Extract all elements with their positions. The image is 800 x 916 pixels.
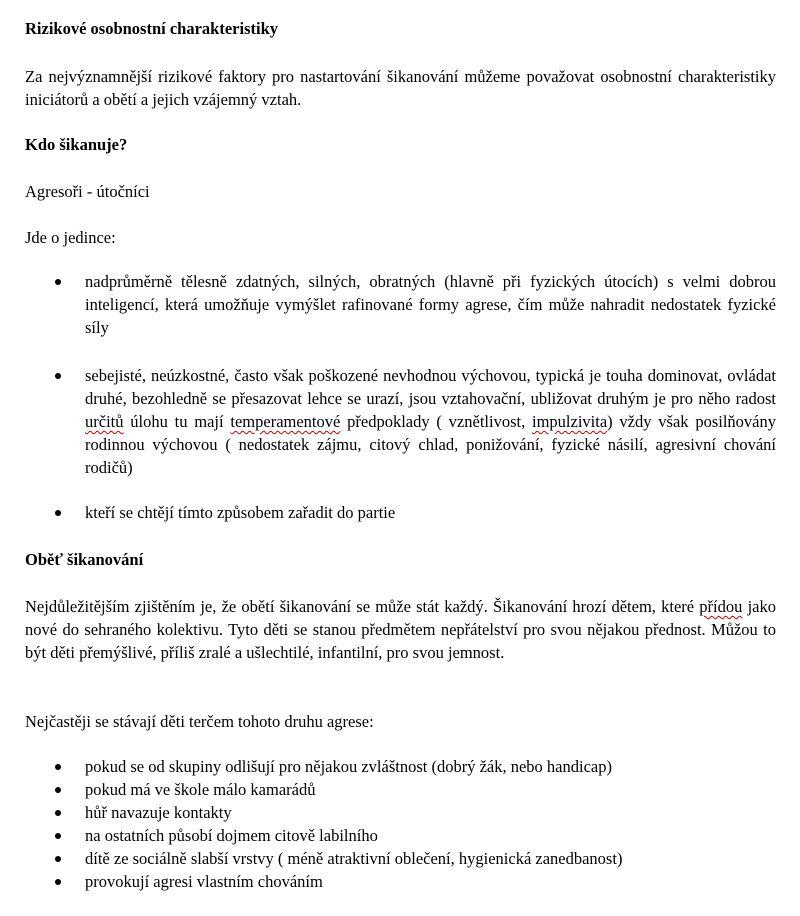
list-item bbox=[25, 755, 776, 778]
misspelled-word[interactable]: temperamentové bbox=[230, 412, 341, 431]
bullet-icon bbox=[55, 510, 61, 516]
list-item-text-part: předpoklady ( vznětlivost, bbox=[340, 412, 532, 431]
heading-risk-characteristics: Rizikové osobnostní charakteristiky bbox=[25, 19, 279, 38]
heading-victim: Oběť šikanování bbox=[25, 550, 144, 569]
paragraph-text-part: Nejdůležitějším zjištěním je, že obětí šikanování se může stát každý. Šikanování hrozí dětem, které bbox=[25, 597, 700, 616]
misspelled-word[interactable]: určitů bbox=[85, 412, 124, 431]
list-item-text: na ostatních působí dojmem citově labilního bbox=[85, 826, 378, 845]
aggressors-subtitle: Agresoři - útočníci bbox=[25, 182, 150, 201]
bullet-icon bbox=[55, 856, 61, 862]
misspelled-word[interactable]: impulzivita bbox=[532, 412, 608, 431]
victim-paragraph bbox=[25, 595, 776, 664]
list-item-text: pokud má ve škole málo kamarádů bbox=[85, 780, 316, 799]
bullet-icon bbox=[55, 373, 61, 379]
victim-lead: Nejčastěji se stávají děti terčem tohoto druhu agrese: bbox=[25, 712, 374, 731]
list-item bbox=[25, 870, 776, 893]
bullet-icon bbox=[55, 279, 61, 285]
bullet-icon bbox=[55, 879, 61, 885]
paragraph-text-part: jako nové do sehraného kolektivu. Tyto děti se stanou předmětem nepřátelství pro svou nějakou přednost. Můžou to být děti přemýšlivé, příliš zralé a ušlechtilé, infantilní, pro svou jemnost. bbox=[25, 597, 776, 662]
misspelled-word[interactable]: přídou bbox=[699, 597, 743, 616]
aggressor-list-2 bbox=[25, 364, 776, 479]
list-item-text: dítě ze sociálně slabší vrstvy ( méně atraktivní oblečení, hygienická zanedbanost) bbox=[85, 849, 623, 868]
bullet-icon bbox=[55, 764, 61, 770]
aggressor-list-1 bbox=[25, 270, 776, 339]
list-item-text-part: úlohu tu mají bbox=[123, 412, 231, 431]
list-item bbox=[25, 501, 776, 524]
list-item-text-part: sebejisté, neúzkostné, často však poškozené nevhodnou výchovou, typická je touha dominovat, ovládat druhé, bezohledně se přesazovat lehce se urazí, jsou vztahovační, ubližovat druhým je pro něho radost bbox=[85, 366, 776, 408]
aggressor-list-3 bbox=[25, 501, 776, 524]
list-item bbox=[25, 270, 776, 339]
list-item bbox=[25, 364, 776, 479]
list-item-text: pokud se od skupiny odlišují pro nějakou zvláštnost (dobrý žák, nebo handicap) bbox=[85, 757, 612, 776]
list-item bbox=[25, 778, 776, 801]
bullet-icon bbox=[55, 810, 61, 816]
list-item-text: kteří se chtějí tímto způsobem zařadit do partie bbox=[85, 503, 396, 522]
bullet-icon bbox=[55, 787, 61, 793]
list-item bbox=[25, 847, 776, 870]
list-item bbox=[25, 801, 776, 824]
list-item-text-part: ) vždy však posilňovány rodinnou výchovou ( nedostatek zájmu, citový chlad, ponižování, fyzické násilí, agresivní chování rodičů) bbox=[85, 412, 776, 477]
bullet-icon bbox=[55, 833, 61, 839]
intro-paragraph: Za nejvýznamnější rizikové faktory pro nastartování šikanování můžeme považovat osobnostní charakteristiky iniciátorů a obětí a jejich vzájemný vztah. bbox=[25, 67, 776, 109]
list-item-text: nadprůměrně tělesně zdatných, silných, obratných (hlavně při fyzických útocích) s velmi dobrou inteligencí, která umožňuje vymýšlet rafinované formy agrese, čím může nahradit nedostatek fyzické síly bbox=[85, 272, 776, 337]
victim-list bbox=[25, 755, 776, 893]
heading-who-bullies: Kdo šikanuje? bbox=[25, 135, 128, 154]
list-item-text: provokují agresi vlastním chováním bbox=[85, 872, 323, 891]
aggressors-lead: Jde o jedince: bbox=[25, 228, 116, 247]
list-item-text: hůř navazuje kontakty bbox=[85, 803, 232, 822]
list-item bbox=[25, 824, 776, 847]
